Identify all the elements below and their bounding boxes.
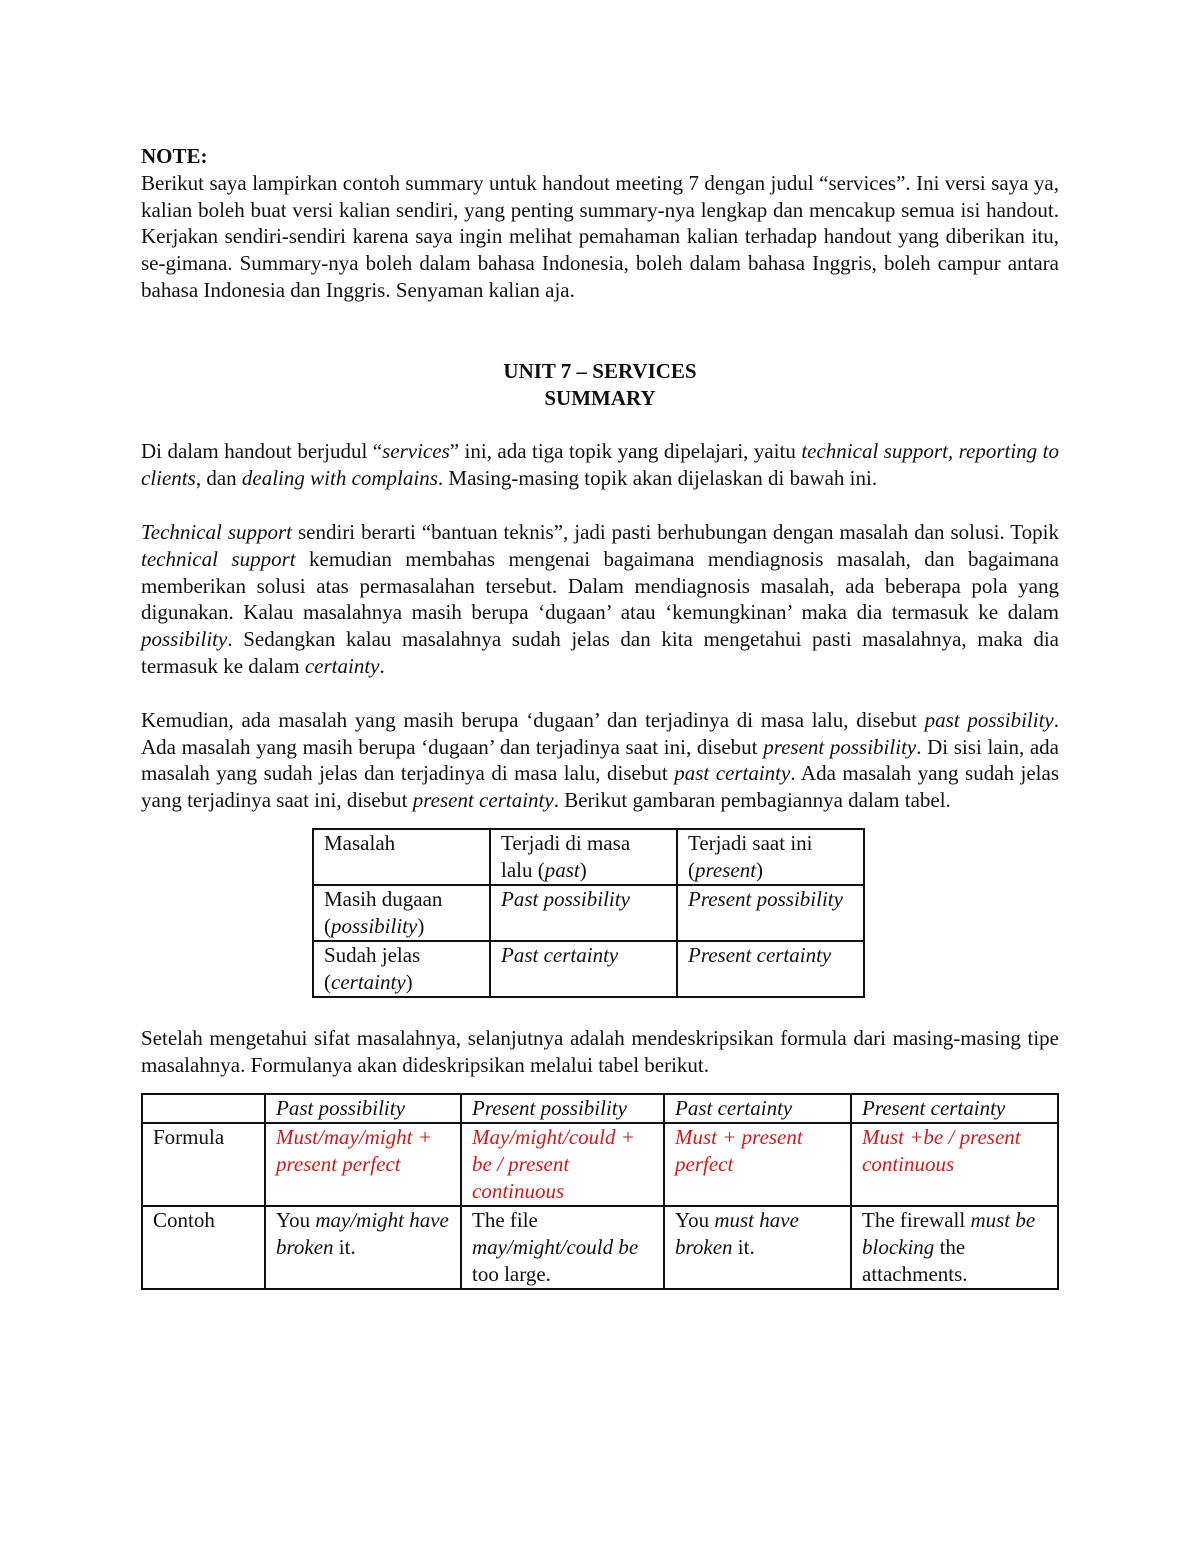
note-label: NOTE:	[141, 144, 208, 168]
table-row	[313, 885, 864, 941]
formula-table	[141, 1093, 1059, 1290]
formula-cell: Must + present perfect	[664, 1123, 851, 1206]
problem-type-table	[312, 828, 865, 998]
table-cell: Past possibility	[490, 885, 677, 941]
example-cell: You must have broken it.	[664, 1206, 851, 1289]
formula-cell: Must/may/might + present perfect	[265, 1123, 461, 1206]
table-row	[142, 1094, 1058, 1123]
table-cell: Formula	[142, 1123, 265, 1206]
table-row	[142, 1206, 1058, 1289]
table-row	[313, 941, 864, 997]
table-cell: Terjadi saat ini (present)	[677, 829, 864, 885]
table-cell: Sudah jelas (certainty)	[313, 941, 490, 997]
table-cell: Present certainty	[851, 1094, 1058, 1123]
table-cell	[142, 1094, 265, 1123]
example-cell: The file may/might/could be too large.	[461, 1206, 664, 1289]
table-cell: Contoh	[142, 1206, 265, 1289]
formula-cell: May/might/could + be / present continuous	[461, 1123, 664, 1206]
intro-paragraph: Di dalam handout berjudul “services” ini, ada tiga topik yang dipelajari, yaitu technical support, reporting to clients, dan dealing with complains. Masing-masing topik akan dijelaskan di bawah ini.	[141, 439, 1059, 491]
formula-cell: Must +be / present continuous	[851, 1123, 1058, 1206]
formula-intro-paragraph: Setelah mengetahui sifat masalahnya, selanjutnya adalah mendeskripsikan formula dari masing-masing tipe masalahnya. Formulanya akan dideskripsikan melalui tabel berikut.	[141, 1025, 1059, 1077]
table-cell: Past certainty	[490, 941, 677, 997]
document-page	[141, 143, 1059, 1290]
table-cell: Past certainty	[664, 1094, 851, 1123]
table-cell: Terjadi di masa lalu (past)	[490, 829, 677, 885]
table-cell: Present possibility	[461, 1094, 664, 1123]
unit-title: UNIT 7 – SERVICES	[503, 358, 697, 383]
categories-paragraph: Kemudian, ada masalah yang masih berupa ‘dugaan’ dan terjadinya di masa lalu, disebut past possibility. Ada masalah yang masih berupa ‘dugaan’ dan terjadinya saat ini, disebut present possibility. Di sisi lain, ada masalah yang sudah jelas dan terjadinya di masa lalu, disebut past certainty. Ada masalah yang sudah jelas yang terjadinya saat ini, disebut present certainty. Berikut gambaran pembagiannya dalam tabel.	[141, 707, 1059, 813]
example-cell: You may/might have broken it.	[265, 1206, 461, 1289]
table-cell: Masalah	[313, 829, 490, 885]
technical-support-paragraph: Technical support sendiri berarti “bantuan teknis”, jadi pasti berhubungan dengan masalah dan solusi. Topik technical support kemudian membahas mengenai bagaimana mendiagnosis masalah, dan bagaimana memberikan solusi atas permasalahan tersebut. Dalam mendiagnosis masalah, ada beberapa pola yang digunakan. Kalau masalahnya masih berupa ‘dugaan’ atau ‘kemungkinan’ maka dia termasuk ke dalam possibility. Sedangkan kalau masalahnya sudah jelas dan kita mengetahui pasti masalahnya, maka dia termasuk ke dalam certainty.	[141, 519, 1059, 678]
table-cell: Masih dugaan (possibility)	[313, 885, 490, 941]
summary-title: SUMMARY	[544, 385, 656, 410]
example-cell: The firewall must be blocking the attachments.	[851, 1206, 1058, 1289]
table-row	[142, 1123, 1058, 1206]
table-cell: Past possibility	[265, 1094, 461, 1123]
table-row	[313, 829, 864, 885]
table-cell: Present possibility	[677, 885, 864, 941]
note-text: Berikut saya lampirkan contoh summary untuk handout meeting 7 dengan judul “services”. Ini versi saya ya, kalian boleh buat versi kalian sendiri, yang penting summary-nya lengkap dan mencakup semua isi handout. Kerjakan sendiri-sendiri karena saya ingin melihat pemahaman kalian terhadap handout yang diberikan itu, se-gimana. Summary-nya boleh dalam bahasa Indonesia, boleh dalam bahasa Inggris, boleh campur antara bahasa Indonesia dan Inggris. Senyaman kalian aja.	[141, 170, 1059, 302]
table-cell: Present certainty	[677, 941, 864, 997]
